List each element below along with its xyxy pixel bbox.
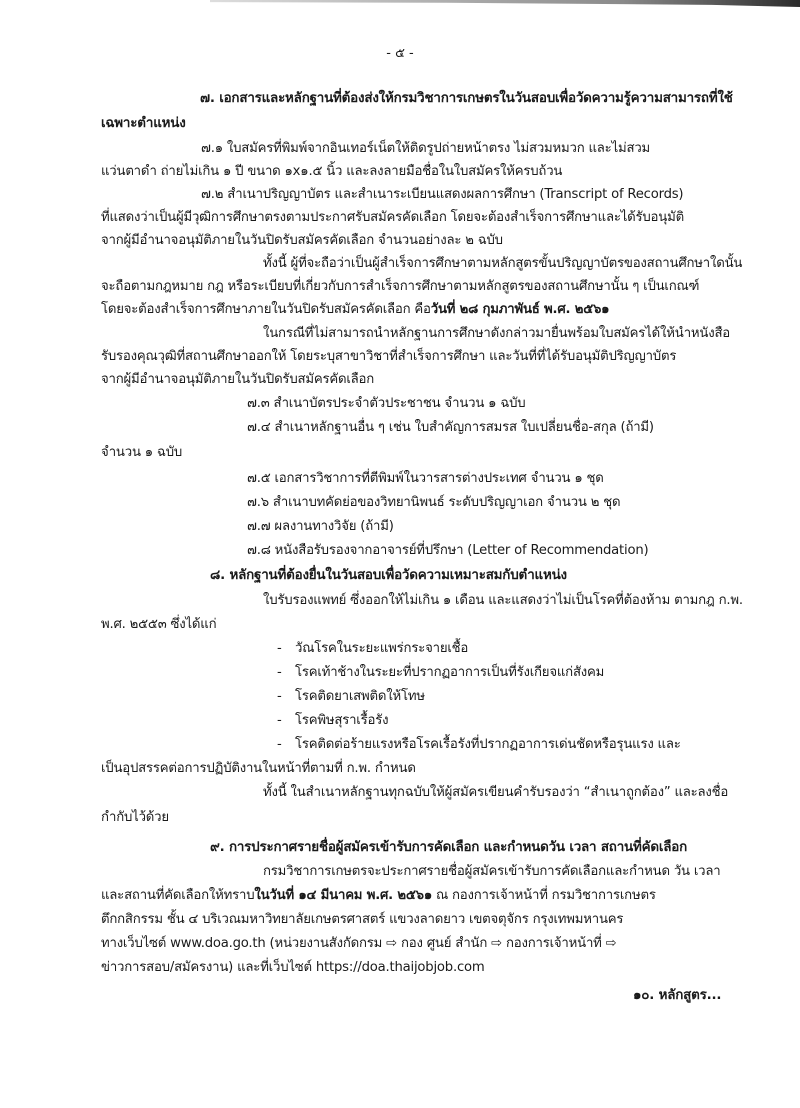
arrow-right-icon: ⇨ <box>386 936 398 951</box>
disease-item: - โรคติดยาเสพติดให้โทษ <box>277 689 425 704</box>
item-7-1: ๗.๑ ใบสมัครที่พิมพ์จากอินเทอร์เน็ตให้ติดรูปถ่ายหน้าตรง ไม่สวมหมวก และไม่สวม <box>201 141 651 156</box>
note-graduation: ทั้งนี้ ผู้ที่จะถือว่าเป็นผู้สำเร็จการศึกษาตามหลักสูตรขั้นปริญญาบัตรของสถานศึกษาใดนั้น <box>263 256 743 271</box>
page-number: - ๕ - <box>386 46 414 61</box>
section9-heading: ๙. การประกาศรายชื่อผู้สมัครเข้ารับการคัดเลือก และกำหนดวัน เวลา สถานที่คัดเลือก <box>210 840 687 855</box>
section7-heading-cont: เฉพาะตำแหน่ง <box>101 116 186 131</box>
disease-item-cont: เป็นอุปสรรคต่อการปฏิบัติงานในหน้าที่ตามที่ ก.พ. กำหนด <box>101 761 416 776</box>
announcement-text-cont2: ตึกกสิกรรม ชั้น ๔ บริเวณมหาวิทยาลัยเกษตรศาสตร์ แขวงลาดยาว เขตจตุจักร กรุงเทพมหานคร <box>101 912 624 927</box>
scan-edge-artifact <box>210 0 800 7</box>
next-page-continuation: ๑๐. หลักสูตร... <box>633 988 722 1003</box>
announcement-text-cont1: และสถานที่คัดเลือกให้ทราบในวันที่ ๑๔ มีนาคม พ.ศ. ๒๕๖๑ ณ กองการเจ้าหน้าที่ กรมวิชาการเกษตร <box>101 888 656 903</box>
note-certificate: ในกรณีที่ไม่สามารถนำหลักฐานการศึกษาดังกล่าวมายื่นพร้อมใบสมัครได้ให้นำหนังสือ <box>263 326 731 341</box>
item-7-4-cont: จำนวน ๑ ฉบับ <box>101 445 183 460</box>
arrow-right-icon: ⇨ <box>491 936 502 951</box>
item-7-2: ๗.๒ สำเนาปริญญาบัตร และสำเนาระเบียนแสดงผลการศึกษา (Transcript of Records) <box>201 187 684 202</box>
note-graduation-cont2 <box>101 300 609 320</box>
deadline-date: วันที่ ๒๘ กุมภาพันธ์ พ.ศ. ๒๕๖๑ <box>430 302 610 317</box>
item-7-6: ๗.๖ สำเนาบทคัดย่อของวิทยานิพนธ์ ระดับปริญญาเอก จำนวน ๒ ชุด <box>247 495 621 510</box>
announcement-date: ในวันที่ ๑๔ มีนาคม พ.ศ. ๒๕๖๑ <box>254 888 432 903</box>
announcement-text: กรมวิชาการเกษตรจะประกาศรายชื่อผู้สมัครเข้ารับการคัดเลือกและกำหนด วัน เวลา <box>263 864 721 879</box>
item-7-2-cont2: จากผู้มีอำนาจอนุมัติภายในวันปิดรับสมัครคัดเลือก จำนวนอย่างละ ๒ ฉบับ <box>101 233 503 248</box>
item-7-7: ๗.๗ ผลงานทางวิจัย (ถ้ามี) <box>247 519 394 534</box>
item-7-2-cont1: ที่แสดงว่าเป็นผู้มีวุฒิการศึกษาตรงตามประกาศรับสมัครคัดเลือก โดยจะต้องสำเร็จการศึกษาและได้รับอนุมัติ <box>101 210 684 225</box>
item-7-1-cont: แว่นตาดำ ถ่ายไม่เกิน ๑ ปี ขนาด ๑x๑.๕ นิ้ว และลงลายมือชื่อในใบสมัครให้ครบถ้วน <box>101 164 563 179</box>
medical-cert-intro: ใบรับรองแพทย์ ซึ่งออกให้ไม่เกิน ๑ เดือน และแสดงว่าไม่เป็นโรคที่ต้องห้าม ตามกฎ ก.พ. <box>263 593 743 608</box>
note-certificate-cont2: จากผู้มีอำนาจอนุมัติภายในวันปิดรับสมัครคัดเลือก <box>101 372 375 387</box>
item-7-8: ๗.๘ หนังสือรับรองจากอาจารย์ที่ปรึกษา (Letter of Recommendation) <box>247 543 649 558</box>
disease-item: - โรคพิษสุราเรื้อรัง <box>277 713 389 728</box>
note-graduation-text: โดยจะต้องสำเร็จการศึกษาภายในวันปิดรับสมัครคัดเลือก คือ <box>101 302 431 317</box>
section7-heading: ๗. เอกสารและหลักฐานที่ต้องส่งให้กรมวิชาการเกษตรในวันสอบเพื่อวัดความรู้ความสามารถที่ใช้ <box>200 91 733 106</box>
announcement-text-cont4: ข่าวการสอบ/สมัครงาน) และที่เว็บไซต์ https://doa.thaijobjob.com <box>101 960 485 975</box>
item-7-4: ๗.๔ สำเนาหลักฐานอื่น ๆ เช่น ใบสำคัญการสมรส ใบเปลี่ยนชื่อ-สกุล (ถ้ามี) <box>247 420 654 435</box>
note-graduation-cont1: จะถือตามกฎหมาย กฎ หรือระเบียบที่เกี่ยวกับการสำเร็จการศึกษาตามหลักสูตรของสถานศึกษานั้น ๆ เป็นเกณฑ์ <box>101 279 700 294</box>
certify-copy-note: ทั้งนี้ ในสำเนาหลักฐานทุกฉบับให้ผู้สมัครเขียนคำรับรองว่า “สำเนาถูกต้อง” และลงชื่อ <box>263 785 729 800</box>
disease-item: - โรคติดต่อร้ายแรงหรือโรคเรื้อรังที่ปรากฏอาการเด่นชัดหรือรุนแรง และ <box>277 737 681 752</box>
certify-copy-note-cont: กำกับไว้ด้วย <box>101 810 169 825</box>
disease-item: - วัณโรคในระยะแพร่กระจายเชื้อ <box>277 641 469 656</box>
arrow-right-icon: ⇨ <box>605 936 617 951</box>
disease-item: - โรคเท้าช้างในระยะที่ปรากฏอาการเป็นที่รังเกียจแก่สังคม <box>277 665 605 680</box>
medical-cert-intro-cont: พ.ศ. ๒๕๕๓ ซึ่งได้แก่ <box>101 617 217 632</box>
note-certificate-cont1: รับรองคุณวุฒิที่สถานศึกษาออกให้ โดยระบุสาขาวิชาที่สำเร็จการศึกษา และวันที่ที่ได้รับอนุมัติปริญญาบัตร <box>101 349 677 364</box>
item-7-5: ๗.๕ เอกสารวิชาการที่ตีพิมพ์ในวารสารต่างประเทศ จำนวน ๑ ชุด <box>247 471 604 486</box>
announcement-text-cont3: ทางเว็บไซต์ www.doa.go.th (หน่วยงานสังกัดกรม ⇨ กอง ศูนย์ สำนัก ⇨ กองการเจ้าหน้าที่ ⇨ <box>101 936 617 951</box>
item-7-3: ๗.๓ สำเนาบัตรประจำตัวประชาชน จำนวน ๑ ฉบับ <box>247 396 526 411</box>
section8-heading: ๘. หลักฐานที่ต้องยื่นในวันสอบเพื่อวัดความเหมาะสมกับตำแหน่ง <box>210 568 567 583</box>
